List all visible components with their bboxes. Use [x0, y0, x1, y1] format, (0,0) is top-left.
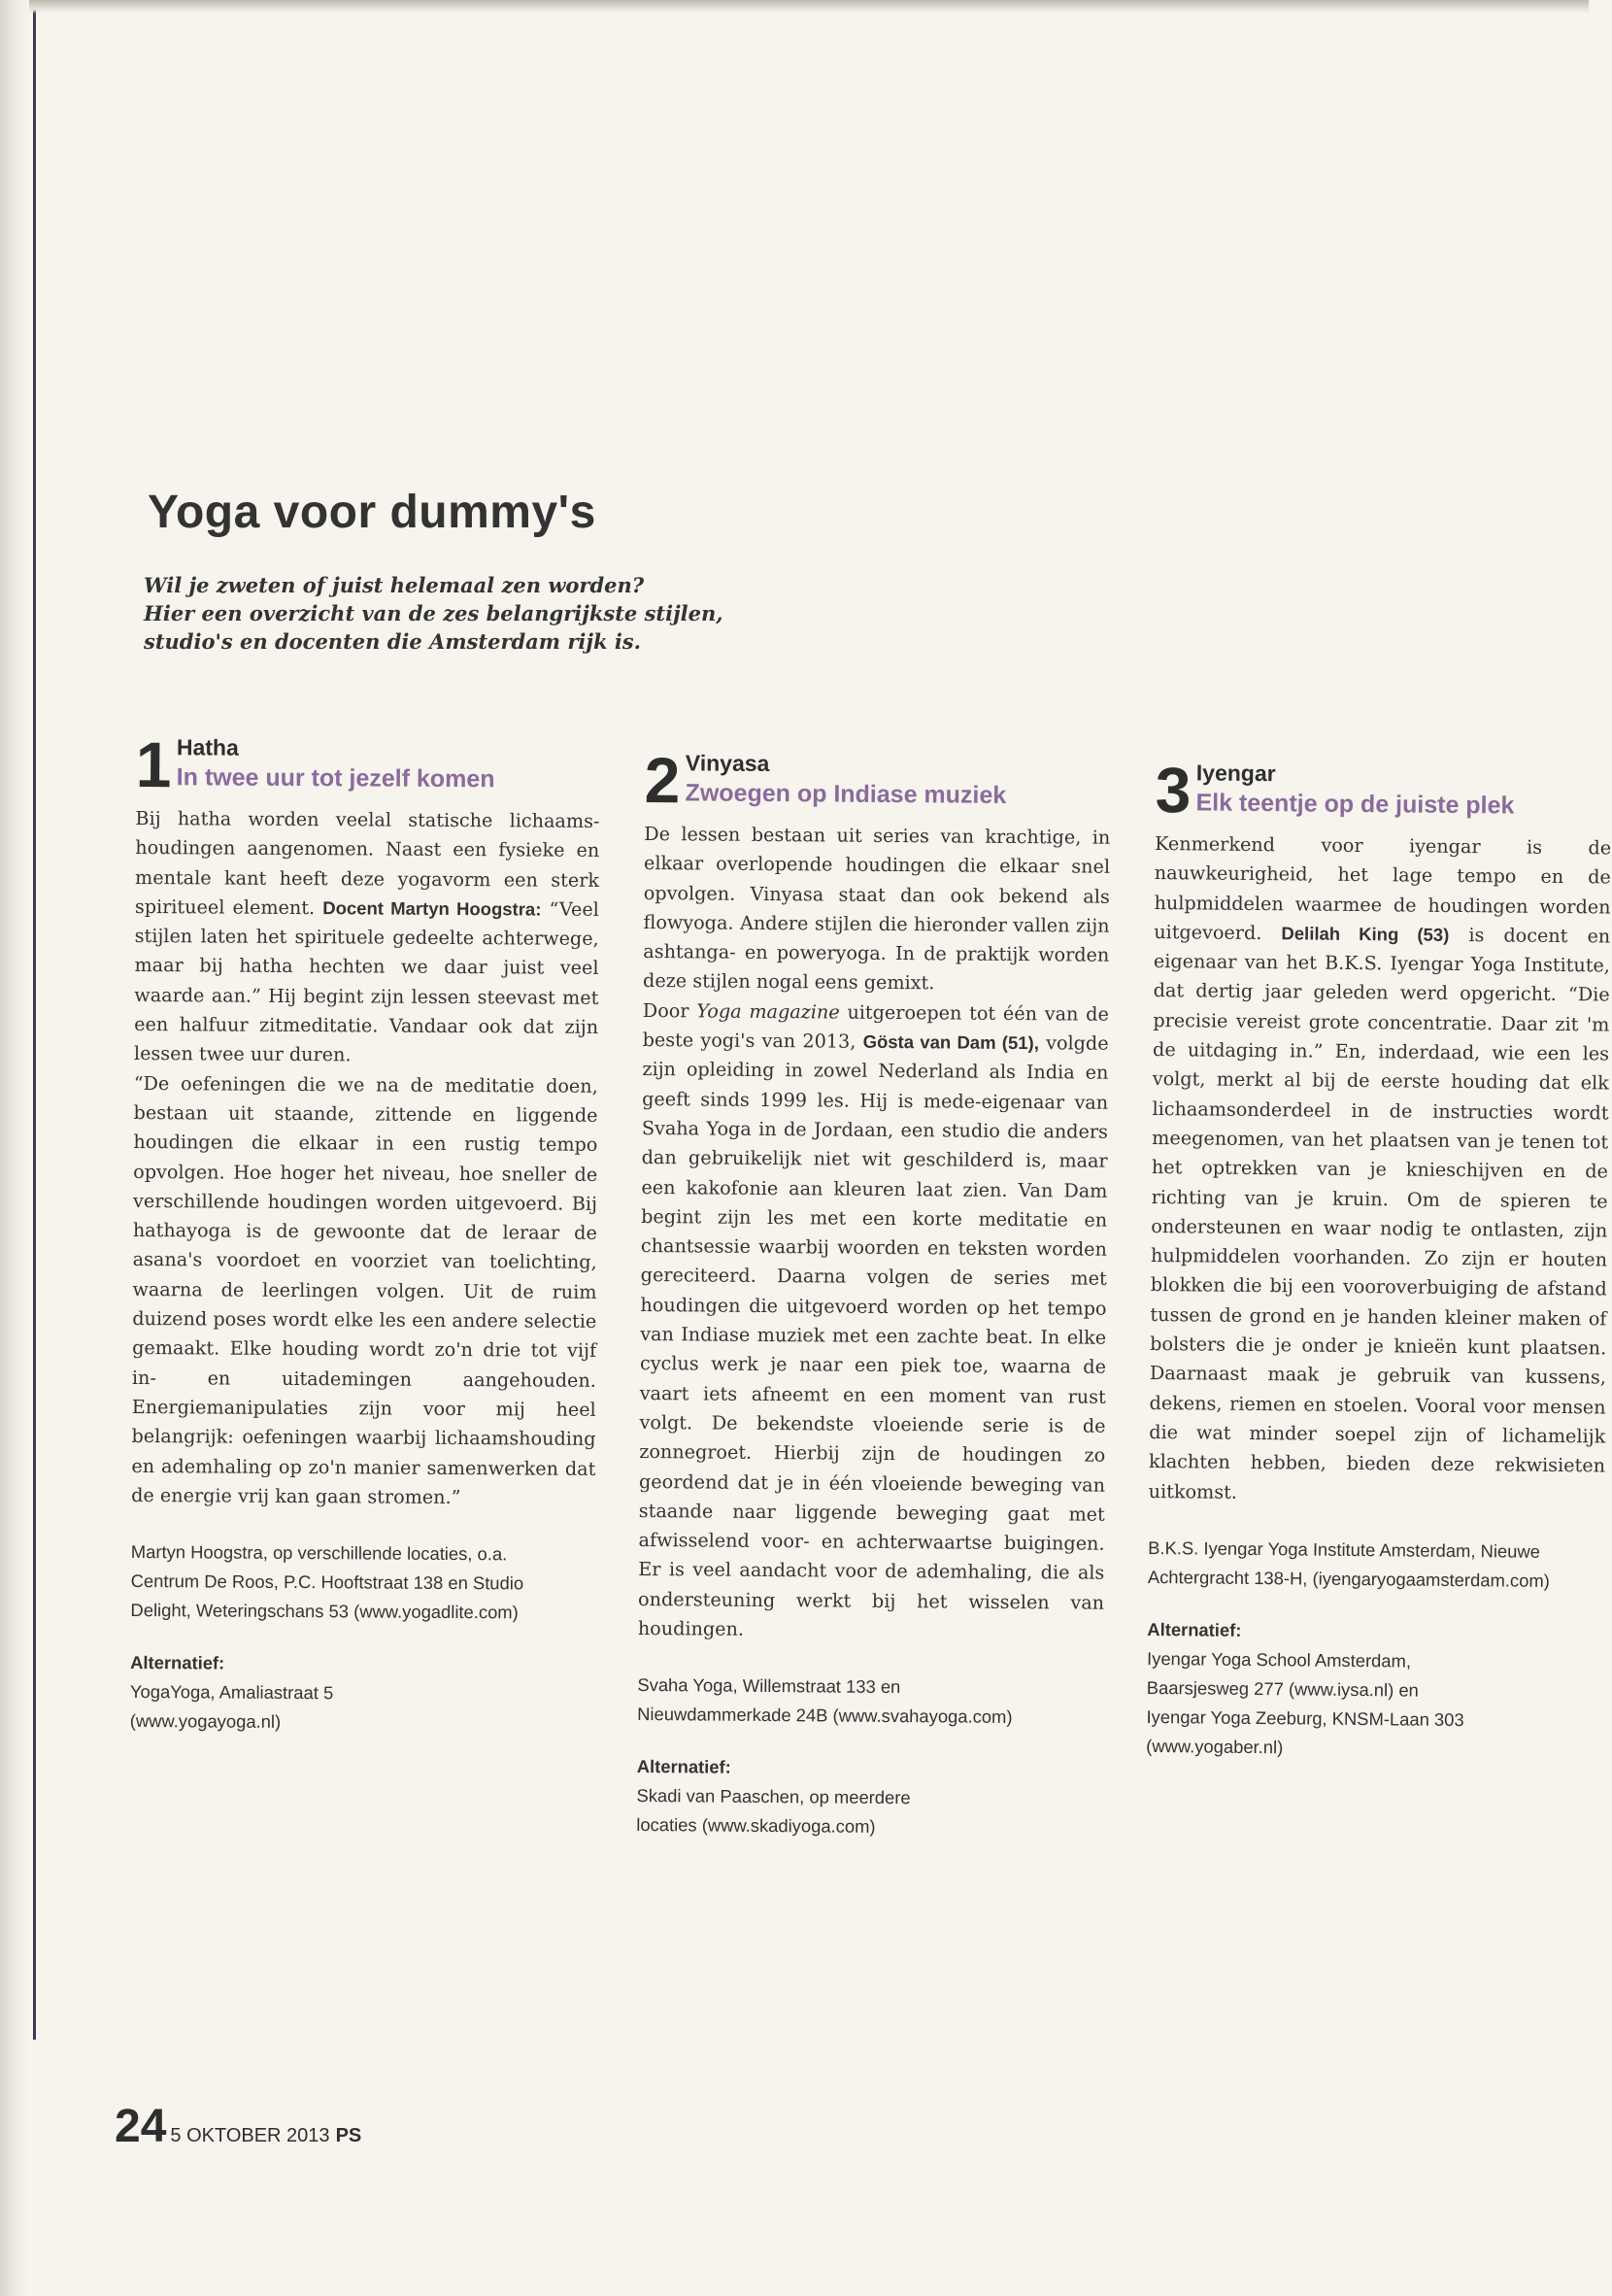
- section-name: Vinyasa: [685, 750, 770, 777]
- info-line: B.K.S. Iyengar Yoga Institute Amsterdam, Nieuwe: [1148, 1536, 1541, 1562]
- body-text: Bij hatha worden veelal statische lichaamshoudingen aangenomen. Naast een fysieke en mentale kant heeft deze yogavorm een sterk spiritueel element.: [134, 806, 600, 920]
- studio-info: [637, 1671, 1103, 1733]
- section-subtitle: Elk teentje op de juiste plek: [1195, 789, 1515, 820]
- section-iyengar: [1146, 756, 1612, 1765]
- section-number: 3: [1155, 754, 1192, 827]
- info-line: [636, 1752, 1102, 1814]
- section-body: [1149, 829, 1612, 1510]
- section-body: [638, 820, 1111, 1647]
- section-subtitle: In twee uur tot jezelf komen: [176, 763, 495, 793]
- body-paragraph: [1149, 829, 1612, 1510]
- alt-text: Skadi van Paaschen, op meerdere: [636, 1785, 911, 1808]
- alternative-label: Alternatief:: [636, 1756, 731, 1778]
- body-text: volgde zijn opleiding in zowel Nederland als India en geeft sinds 1999 les. Hij is mede-eigenaar van Svaha Yoga in de Jordaan, een studio die anders dan gebruikelijk niet wit geschilderd is, maar een kakofonie aan kleuren laat zien. Van Dam begint zijn les met een korte meditatie en chantsessie waarbij woorden en teksten worden gereciteerd. Daarna volgen de series met houdingen die uitgevoerd worden op het tempo van Indiase muziek met een zachte beat. In elke cyclus werk je naar een piek toe, waarna de vaart iets afneemt en een moment van rust volgt. De bekendste vloeiende serie is de zonnegroet. Hierbij zijn de houdingen zo geordend dat je in één vloeiende beweging van staande naar liggende beweging gaat met afwisselend voor- en achterwaartse buigingen. Er is veel aandacht voor de ademhaling, die als ondersteuning werkt bij het wisselen van houdingen.: [637, 1031, 1109, 1640]
- body-paragraph: “De oefeningen die we na de meditatie doen, bestaan uit staande, zittende en liggende houdingen die elkaar in een rustig tempo opvolgen. Hoe hoger het niveau, hoe sneller de verschillende houdingen worden uitgevoerd. Bij hathayoga is de gewoonte dat de leraar de asana's voordoet en voorziet van toelichting, waarna de leerlingen volgen. Uit de ruim duizend poses wordt elke les een andere selectie gemaakt. Elke houding wordt zo'n drie tot vijf in- en uitademingen aangehouden. Energiemanipulaties zijn voor mij heel belangrijk: oefeningen waarbij lichaamshouding en ademhaling op zo'n manier samenwerken dat de energie vrij kan gaan stromen.”: [131, 1071, 598, 1508]
- body-text: uitgeroepen tot één van de beste yogi's van 2013,: [642, 1000, 1109, 1053]
- studio-info: [1148, 1534, 1605, 1597]
- intro-line: studio's en docenten die Amsterdam rijk is.: [144, 629, 641, 654]
- publication-name: PS: [335, 2125, 362, 2146]
- page-edge-line: [33, 0, 36, 2040]
- section-header: [644, 746, 1111, 818]
- info-line: Centrum De Roos, P.C. Hooftstraat 138 en Studio: [130, 1570, 524, 1594]
- section-vinyasa: [636, 746, 1111, 1843]
- body-paragraph: [134, 804, 600, 1072]
- body-paragraph: De lessen bestaan uit series van krachtige, in elkaar overlopende houdingen die elkaar snel opvolgen. Vinyasa staat dan ook bekend als flowyoga. Andere stijlen die hieronder vallen zijn ashtanga- en poweryoga. In de praktijk worden deze stijlen nogal eens gemixt.: [643, 822, 1111, 995]
- section-number: 1: [135, 728, 172, 801]
- info-line: Delight, Weteringschans 53 (www.yogadlite.com): [130, 1600, 519, 1623]
- body-paragraph: [638, 996, 1109, 1647]
- info-line: (www.yogayoga.nl): [129, 1710, 282, 1733]
- intro-line: Wil je zweten of juist helemaal zen worden?: [144, 573, 645, 597]
- info-line: Achtergracht 138-H, (iyengaryogaamsterdam.com): [1147, 1566, 1550, 1591]
- section-header: [1155, 756, 1612, 828]
- section-name: Iyengar: [1195, 760, 1276, 787]
- section-body: [131, 804, 599, 1513]
- magazine-name: Yoga magazine: [696, 999, 840, 1024]
- info-line: [1147, 1615, 1604, 1678]
- info-line: Nieuwdammerkade 24B (www.svahayoga.com): [637, 1704, 1013, 1728]
- alternative-label: Alternatief:: [1147, 1618, 1242, 1640]
- section-hatha: [130, 730, 600, 1739]
- intro-text: [144, 571, 746, 656]
- body-text: “Veel stijlen laten het spirituele gedeelte achterwege, maar bij hatha hechten we daar juist veel waarde aan.” Hij begint zijn lessen steevast met een halfuur zitmeditatie. Vandaar ook dat zijn lessen twee uur duren.: [133, 897, 599, 1066]
- page-footer: [115, 2100, 361, 2153]
- info-line: Martyn Hoogstra, op verschillende locaties, o.a.: [130, 1541, 508, 1565]
- page-top-edge: [29, 0, 1589, 14]
- alternative-info: [636, 1752, 1103, 1843]
- studio-info: [130, 1537, 595, 1628]
- info-line: locaties (www.skadiyoga.com): [636, 1814, 876, 1838]
- alternative-label: Alternatief:: [130, 1652, 225, 1673]
- page-number: 24: [115, 2101, 167, 2152]
- teacher-name: Docent Martyn Hoogstra:: [322, 897, 542, 920]
- intro-line: Hier een overzicht van de zes belangrijkste stijlen,: [144, 601, 723, 625]
- body-text: Door: [642, 998, 689, 1023]
- page-gutter: [0, 0, 29, 2296]
- page-title: Yoga voor dummy's: [148, 487, 596, 538]
- body-text: is docent en eigenaar van het B.K.S. Iyengar Yoga Institute, dat dertig jaar geleden werd opgericht. “Die precisie vereist grote concentratie. Daar zit 'm de uitdaging in.” En, inderdaad, wie een les volgt, merkt al bij de eerste houding dat elk lichaamsonderdeel in de instructies wordt meegenomen, van het plaatsen van je tenen tot het optrekken van je knieschijven en de richting van je kruin. Om de spieren te ondersteunen en waar nodig te ontlasten, zijn hulpmiddelen voorhanden. Zo zijn er houten blokken die bij een vooroverbuiging de afstand tussen de grond en je handen kleiner maken of bolsters die je onder je knieën kunt plaatsen. Daarnaast maak je gebruik van kussens, dekens, riemen en stoelen. Vooral voor mensen die wat minder soepel zijn of lichamelijk klachten hebben, bieden deze rekwisieten uitkomst.: [1148, 923, 1611, 1503]
- info-line: Baarsjesweg 277 (www.iysa.nl) en: [1146, 1676, 1419, 1701]
- section-header: [136, 730, 600, 801]
- section-number: 2: [644, 744, 681, 817]
- alt-text: YogaYoga, Amaliastraat 5: [129, 1681, 334, 1704]
- info-line: (www.yogaber.nl): [1146, 1735, 1284, 1758]
- body-text: Kenmerkend voor iyengar is de nauwkeurigheid, het lage tempo en de hulpmiddelen waarmee de houdingen worden uitgevoerd.: [1154, 831, 1612, 944]
- teacher-name: Gösta van Dam (51),: [862, 1030, 1039, 1054]
- issue-date: 5 OKTOBER 2013: [170, 2125, 330, 2146]
- alternative-info: [130, 1648, 595, 1739]
- info-line: Iyengar Yoga Zeeburg, KNSM-Laan 303: [1146, 1705, 1464, 1730]
- info-line: Svaha Yoga, Willemstraat 133 en: [637, 1674, 901, 1698]
- alt-text: Iyengar Yoga School Amsterdam,: [1146, 1647, 1412, 1671]
- section-name: Hatha: [176, 734, 239, 760]
- teacher-name: Delilah King (53): [1281, 923, 1450, 945]
- info-line: [130, 1648, 594, 1709]
- section-subtitle: Zwoegen op Indiase muziek: [685, 779, 1007, 809]
- alternative-info: [1146, 1615, 1603, 1766]
